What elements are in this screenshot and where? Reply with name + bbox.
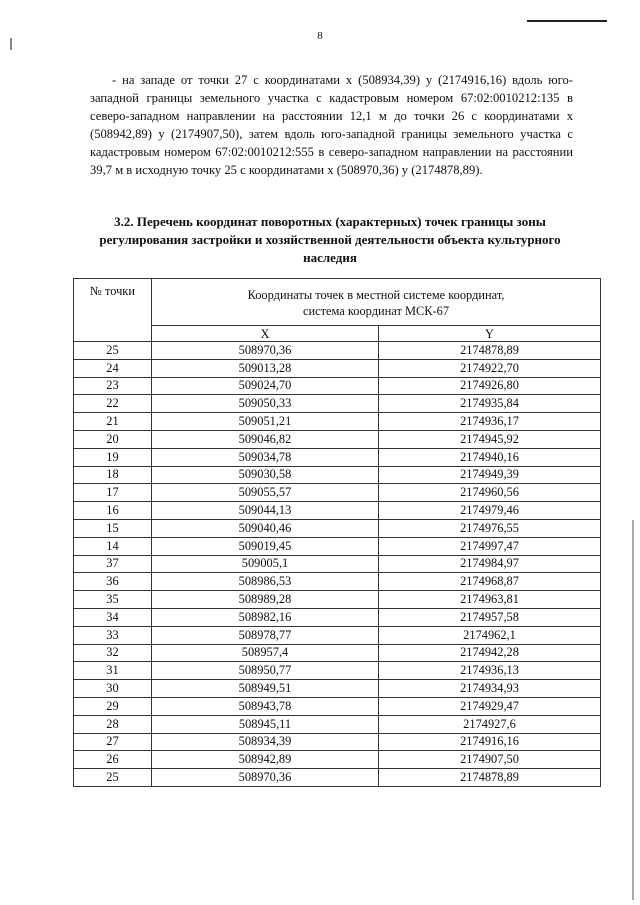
table-row [74, 484, 601, 502]
cell-x: 508942,89 [152, 751, 379, 769]
cell-y: 2174979,46 [379, 502, 601, 520]
cell-x: 509005,1 [152, 555, 379, 573]
cell-y: 2174927,6 [379, 715, 601, 733]
cell-point-number: 18 [74, 466, 152, 484]
cell-point-number: 28 [74, 715, 152, 733]
header-coordinates-line2: система координат МСК-67 [302, 304, 450, 318]
cell-point-number: 31 [74, 662, 152, 680]
cell-y: 2174935,84 [379, 395, 601, 413]
table-row [74, 502, 601, 520]
table-row [74, 430, 601, 448]
cell-y: 2174962,1 [379, 626, 601, 644]
cell-x: 508943,78 [152, 697, 379, 715]
table-row [74, 342, 601, 360]
cell-point-number: 25 [74, 769, 152, 787]
cell-y: 2174936,17 [379, 413, 601, 431]
cell-x: 509030,58 [152, 466, 379, 484]
table-row [74, 733, 601, 751]
cell-y: 2174929,47 [379, 697, 601, 715]
table-row [74, 395, 601, 413]
cell-y: 2174957,58 [379, 608, 601, 626]
table-row [74, 769, 601, 787]
header-y: Y [379, 326, 601, 342]
cell-point-number: 35 [74, 591, 152, 609]
cell-x: 509044,13 [152, 502, 379, 520]
cell-point-number: 33 [74, 626, 152, 644]
cell-y: 2174997,47 [379, 537, 601, 555]
cell-x: 508970,36 [152, 769, 379, 787]
cell-point-number: 29 [74, 697, 152, 715]
header-coordinates [152, 279, 601, 326]
table-row [74, 448, 601, 466]
cell-x: 508950,77 [152, 662, 379, 680]
cell-y: 2174963,81 [379, 591, 601, 609]
cell-y: 2174878,89 [379, 342, 601, 360]
table-row [74, 591, 601, 609]
cell-y: 2174907,50 [379, 751, 601, 769]
header-x: X [152, 326, 379, 342]
table-row [74, 537, 601, 555]
cell-x: 508986,53 [152, 573, 379, 591]
cell-point-number: 32 [74, 644, 152, 662]
cell-point-number: 16 [74, 502, 152, 520]
page-number: 8 [317, 30, 323, 42]
cell-x: 509040,46 [152, 519, 379, 537]
cell-y: 2174936,13 [379, 662, 601, 680]
table-row [74, 715, 601, 733]
table-row [74, 466, 601, 484]
cell-x: 509034,78 [152, 448, 379, 466]
table-row [74, 751, 601, 769]
cell-point-number: 15 [74, 519, 152, 537]
cell-x: 509050,33 [152, 395, 379, 413]
table-row [74, 680, 601, 698]
cell-x: 509051,21 [152, 413, 379, 431]
cell-y: 2174968,87 [379, 573, 601, 591]
table-row [74, 519, 601, 537]
table-row [74, 662, 601, 680]
table-body [74, 342, 601, 787]
cell-y: 2174949,39 [379, 466, 601, 484]
cell-x: 509019,45 [152, 537, 379, 555]
table-row [74, 644, 601, 662]
cell-point-number: 25 [74, 342, 152, 360]
cell-point-number: 22 [74, 395, 152, 413]
table-row [74, 573, 601, 591]
cell-point-number: 26 [74, 751, 152, 769]
cell-y: 2174878,89 [379, 769, 601, 787]
cell-x: 508949,51 [152, 680, 379, 698]
cell-point-number: 30 [74, 680, 152, 698]
table-row [74, 697, 601, 715]
cell-x: 509013,28 [152, 359, 379, 377]
cell-point-number: 21 [74, 413, 152, 431]
cell-point-number: 14 [74, 537, 152, 555]
cell-y: 2174942,28 [379, 644, 601, 662]
cell-point-number: 27 [74, 733, 152, 751]
cell-x: 509024,70 [152, 377, 379, 395]
table-row [74, 626, 601, 644]
header-point-number: № точки [74, 279, 152, 342]
cell-x: 508957,4 [152, 644, 379, 662]
cell-x: 508970,36 [152, 342, 379, 360]
cell-point-number: 17 [74, 484, 152, 502]
cell-x: 508989,28 [152, 591, 379, 609]
cell-x: 508978,77 [152, 626, 379, 644]
cell-y: 2174916,16 [379, 733, 601, 751]
cell-x: 508945,11 [152, 715, 379, 733]
table-row [74, 413, 601, 431]
cell-y: 2174945,92 [379, 430, 601, 448]
cell-y: 2174960,56 [379, 484, 601, 502]
cell-point-number: 34 [74, 608, 152, 626]
coordinates-table [73, 278, 601, 787]
cell-point-number: 19 [74, 448, 152, 466]
top-rule [527, 20, 607, 22]
cell-y: 2174976,55 [379, 519, 601, 537]
cell-x: 508934,39 [152, 733, 379, 751]
cell-y: 2174940,16 [379, 448, 601, 466]
cell-x: 509046,82 [152, 430, 379, 448]
boundary-description-paragraph: - на западе от точки 27 с координатами х (508934,39) у (2174916,16) вдоль юго-западной границы земельного участка с кадастровым номером 67:02:0010212:135 в северо-западном направлении на расстоянии 12,1 м до точки 26 с координатами х (508942,89) у (2174907,50), затем вдоль юго-западной границы земельного участка с кадастровым номером 67:02:0010212:555 в северо-западном направлении на расстоянии 39,7 м в исходную точку 25 с координатами х (508970,36) у (2174878,89). [90, 73, 573, 177]
scan-edge [632, 520, 634, 900]
table-row [74, 359, 601, 377]
cell-y: 2174926,80 [379, 377, 601, 395]
cell-y: 2174934,93 [379, 680, 601, 698]
header-coordinates-line1: Координаты точек в местной системе координат, [247, 288, 505, 302]
cell-point-number: 20 [74, 430, 152, 448]
section-heading: 3.2. Перечень координат поворотных (характерных) точек границы зоны регулирования застройки и хозяйственной деятельности объекта культурного наследия [99, 214, 561, 265]
table-row [74, 555, 601, 573]
cell-point-number: 36 [74, 573, 152, 591]
cell-point-number: 24 [74, 359, 152, 377]
cell-point-number: 37 [74, 555, 152, 573]
cell-y: 2174984,97 [379, 555, 601, 573]
cell-y: 2174922,70 [379, 359, 601, 377]
cell-point-number: 23 [74, 377, 152, 395]
table-row [74, 377, 601, 395]
cell-x: 509055,57 [152, 484, 379, 502]
cell-x: 508982,16 [152, 608, 379, 626]
table-row [74, 608, 601, 626]
